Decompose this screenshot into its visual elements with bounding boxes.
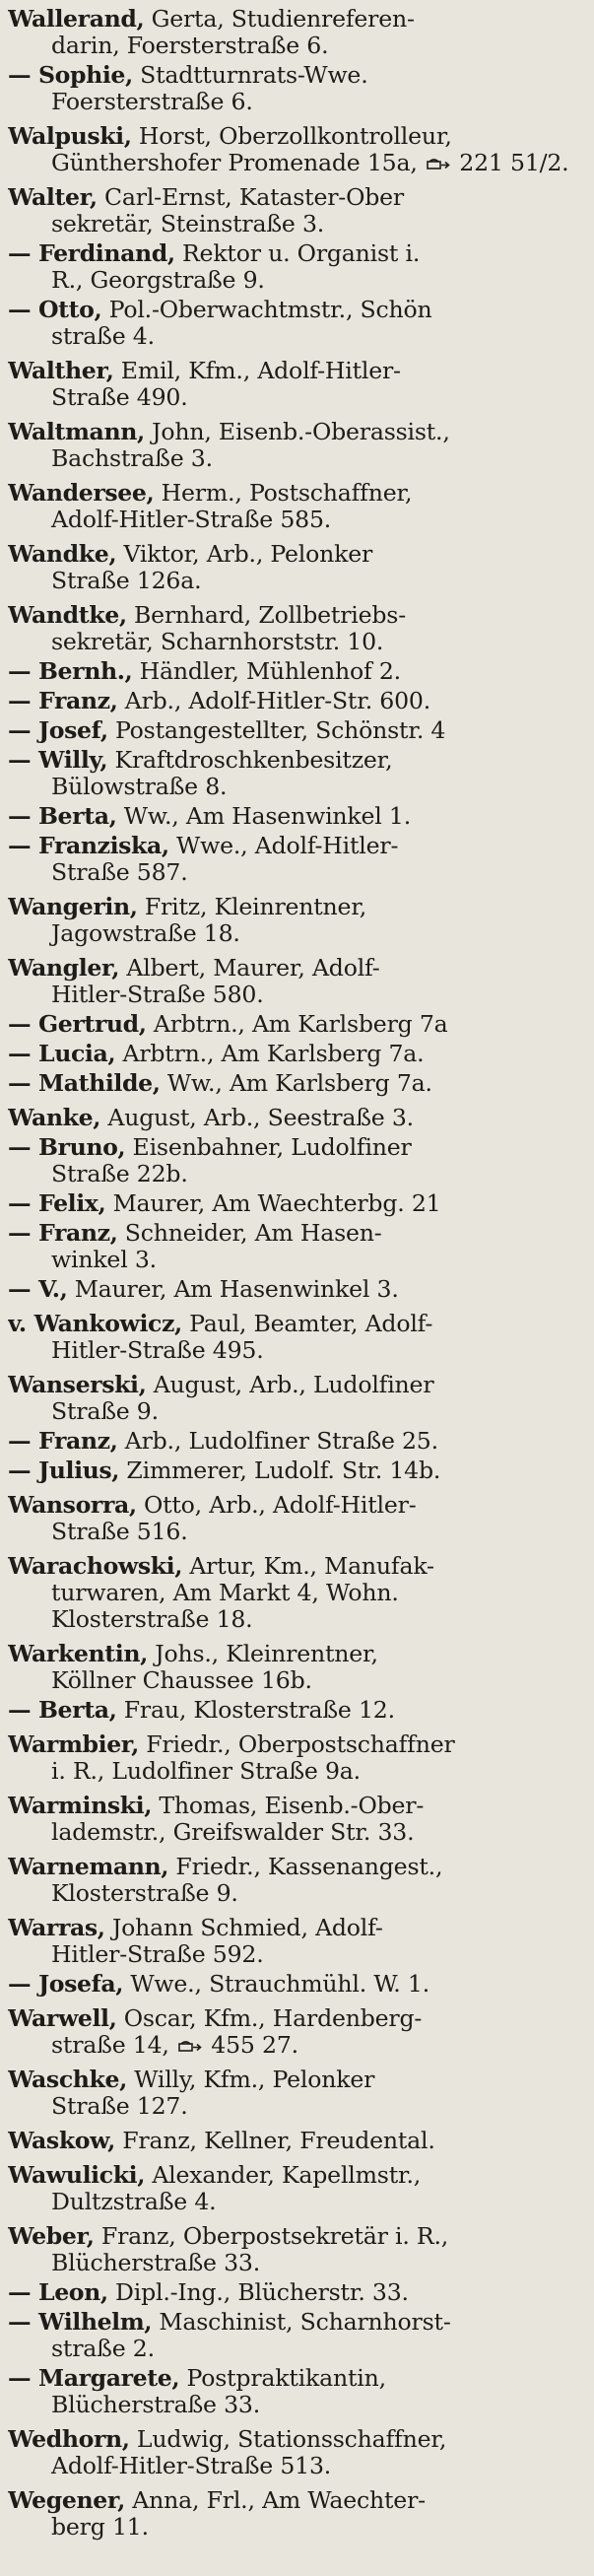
entry-name: — Franz, <box>8 1428 118 1455</box>
entry-line <box>8 89 580 115</box>
entry-text: Ludwig, Stationsschaffner, <box>129 2426 447 2453</box>
entry-name: Wangler, <box>8 955 120 982</box>
entry-text: Ww., Am Karlsberg 7a. <box>160 1070 432 1097</box>
entry-line <box>8 2279 580 2306</box>
entry-name: Warkentin, <box>8 1641 148 1667</box>
entry-text: Hitler-Straße 580. <box>51 982 264 1008</box>
entry-text: Maurer, Am Waechterbg. 21 <box>105 1190 441 1217</box>
entry-line <box>8 629 580 655</box>
directory-entry <box>8 184 580 237</box>
entry-text: Postpraktikantin, <box>179 2365 386 2392</box>
entry-line <box>8 1854 580 1880</box>
entry-name: — Franz, <box>8 1220 118 1247</box>
entry-text: Alexander, Kapellmstr., <box>145 2162 422 2189</box>
phone-number: 221 51/2. <box>451 150 569 176</box>
entry-line <box>8 150 580 176</box>
directory-entry <box>8 1854 580 1907</box>
entry-text: Blücherstraße 33. <box>51 2392 261 2418</box>
entry-line <box>8 982 580 1008</box>
entry-text: Oscar, Kfm., Hardenberg- <box>116 2005 423 2032</box>
entry-line <box>8 240 580 267</box>
directory-sub-entry <box>8 62 580 115</box>
directory-entry <box>8 1105 580 1131</box>
entry-text: Adolf-Hitler-Straße 585. <box>51 507 332 533</box>
entry-line <box>8 1220 580 1247</box>
entry-line <box>8 2426 580 2453</box>
directory-entry <box>8 358 580 411</box>
entry-name: — Berta, <box>8 1697 117 1724</box>
entry-text: John, Eisenb.-Oberassist., <box>144 419 450 445</box>
entry-name: Warminski, <box>8 1793 153 1819</box>
entry-line <box>8 1697 580 1724</box>
entry-text: Anna, Frl., Am Waechter- <box>124 2487 426 2514</box>
entry-line <box>8 1337 580 1364</box>
entry-text: Thomas, Eisenb.-Ober- <box>152 1793 425 1819</box>
entry-text: Straße 516. <box>51 1519 188 1545</box>
entry-line <box>8 2336 580 2362</box>
entry-line <box>8 803 580 830</box>
entry-text: Blücherstraße 33. <box>51 2250 261 2276</box>
entry-text: Straße 127. <box>51 2093 188 2120</box>
directory-entry <box>8 1492 580 1545</box>
entry-text: Rektor u. Organist i. <box>174 240 421 267</box>
entry-line <box>8 602 580 629</box>
directory-sub-entry <box>8 1190 580 1217</box>
entry-line <box>8 1190 580 1217</box>
entry-text: Carl-Ernst, Kataster-Ober <box>97 184 404 211</box>
entry-line <box>8 2392 580 2418</box>
entry-line <box>8 1070 580 1097</box>
entry-text: Straße 587. <box>51 859 188 886</box>
entry-line <box>8 1276 580 1303</box>
directory-entry <box>8 894 580 947</box>
directory-sub-entry <box>8 1134 580 1187</box>
entry-line <box>8 747 580 774</box>
directory-entry <box>8 1793 580 1846</box>
entry-name: Wawulicki, <box>8 2162 146 2189</box>
entry-name: — Felix, <box>8 1190 106 1217</box>
entry-name: Waltmann, <box>8 419 145 445</box>
entry-line <box>8 2223 580 2250</box>
entry-line <box>8 1941 580 1968</box>
entry-name: — Mathilde, <box>8 1070 161 1097</box>
entry-text: Franz, Oberpostsekretär i. R., <box>94 2223 449 2250</box>
entry-text: Arb., Adolf-Hitler-Str. 600. <box>117 688 431 714</box>
entry-text: Straße 490. <box>51 384 188 411</box>
entry-line <box>8 323 580 350</box>
entry-text: Köllner Chaussee 16b. <box>51 1667 312 1694</box>
entry-name: Wangerin, <box>8 894 138 920</box>
entry-line <box>8 2453 580 2479</box>
entry-name: — Berta, <box>8 803 117 830</box>
entry-name: — Leon, <box>8 2279 108 2306</box>
entry-text: straße 4. <box>51 323 155 350</box>
entry-text: Wwe., Adolf-Hitler- <box>168 833 399 859</box>
entry-name: Weber, <box>8 2223 95 2250</box>
directory-sub-entry <box>8 717 580 744</box>
entry-name: Warras, <box>8 1915 105 1941</box>
entry-line <box>8 6 580 33</box>
entry-name: Warnemann, <box>8 1854 169 1880</box>
telephone-icon <box>178 2040 202 2054</box>
directory-entry <box>8 602 580 655</box>
entry-text: Willy, Kfm., Pelonker <box>126 2067 375 2093</box>
entry-text: Maschinist, Scharnhorst- <box>152 2309 451 2336</box>
directory-sub-entry <box>8 1070 580 1097</box>
entry-text: berg 11. <box>51 2514 149 2541</box>
directory-entry <box>8 2426 580 2479</box>
directory-entry <box>8 480 580 533</box>
entry-text: Bülowstraße 8. <box>51 774 228 800</box>
entry-text: Händler, Mühlenhof 2. <box>132 658 401 685</box>
entry-name: — Julius, <box>8 1457 120 1484</box>
directory-entry <box>8 419 580 472</box>
directory-entry <box>8 1311 580 1364</box>
entry-line <box>8 507 580 533</box>
entry-line <box>8 1606 580 1633</box>
entry-line <box>8 2093 580 2120</box>
directory-sub-entry <box>8 1041 580 1067</box>
entry-text: Arbtrn., Am Karlsberg 7a <box>146 1011 448 1038</box>
entry-text: Adolf-Hitler-Straße 513. <box>51 2453 332 2479</box>
entry-line <box>8 2365 580 2392</box>
directory-sub-entry <box>8 688 580 714</box>
directory-entry <box>8 6 580 59</box>
entry-line <box>8 1553 580 1580</box>
entry-text: Foersterstraße 6. <box>51 89 253 115</box>
entry-text: Viktor, Arb., Pelonker <box>116 541 373 568</box>
entry-line <box>8 1519 580 1545</box>
directory-sub-entry <box>8 1011 580 1038</box>
entry-name: — Wilhelm, <box>8 2309 153 2336</box>
entry-line <box>8 33 580 59</box>
entry-name: — Lucia, <box>8 1041 116 1067</box>
entry-text: Kraftdroschkenbesitzer, <box>107 747 393 774</box>
entry-text: Klosterstraße 18. <box>51 1606 253 1633</box>
directory-sub-entry <box>8 1971 580 1998</box>
entry-line <box>8 1880 580 1907</box>
directory-entry <box>8 1553 580 1633</box>
entry-line <box>8 920 580 947</box>
entry-text: Bachstraße 3. <box>51 445 213 472</box>
entry-name: — Margarete, <box>8 2365 180 2392</box>
directory-sub-entry <box>8 1457 580 1484</box>
entry-text: sekretär, Scharnhorststr. 10. <box>51 629 384 655</box>
entry-line <box>8 1011 580 1038</box>
phone-number: 455 27. <box>204 2032 298 2059</box>
entry-name: — Sophie, <box>8 62 133 89</box>
entry-text: August, Arb., Ludolfiner <box>146 1372 434 1398</box>
entry-name: v. Wankowicz, <box>8 1311 182 1337</box>
entry-line <box>8 2032 580 2059</box>
entry-text: Artur, Km., Manufak- <box>182 1553 434 1580</box>
entry-line <box>8 480 580 507</box>
entry-line <box>8 568 580 594</box>
entry-line <box>8 859 580 886</box>
entry-text: Wwe., Strauchmühl. W. 1. <box>123 1971 430 1998</box>
directory-sub-entry <box>8 2365 580 2418</box>
entry-name: Wandersee, <box>8 480 155 507</box>
entry-line <box>8 1793 580 1819</box>
entry-line <box>8 1492 580 1519</box>
entry-text: Paul, Beamter, Adolf- <box>181 1311 433 1337</box>
entry-line <box>8 384 580 411</box>
entry-text: Frau, Klosterstraße 12. <box>116 1697 395 1724</box>
entry-text: Postangestellter, Schönstr. 4 <box>107 717 446 744</box>
entry-line <box>8 2250 580 2276</box>
directory-entry <box>8 2162 580 2215</box>
entry-line <box>8 1428 580 1455</box>
directory-sub-entry <box>8 1220 580 1273</box>
entry-name: — Bruno, <box>8 1134 126 1161</box>
entry-text: Straße 9. <box>51 1398 159 1425</box>
entry-text: Straße 22b. <box>51 1161 188 1187</box>
entry-line <box>8 2005 580 2032</box>
directory-entry <box>8 1641 580 1694</box>
entry-line <box>8 1311 580 1337</box>
entry-text: Arb., Ludolfiner Straße 25. <box>117 1428 438 1455</box>
directory-entry <box>8 2128 580 2154</box>
entry-line <box>8 1247 580 1273</box>
entry-line <box>8 1041 580 1067</box>
directory-sub-entry <box>8 803 580 830</box>
directory-entry <box>8 2067 580 2120</box>
entry-line <box>8 297 580 323</box>
entry-text: Eisenbahner, Ludolfiner <box>125 1134 412 1161</box>
entry-name: Walther, <box>8 358 114 384</box>
entry-text: turwaren, Am Markt 4, Wohn. <box>51 1580 399 1606</box>
entry-text: Horst, Oberzollkontrolleur, <box>131 123 452 150</box>
directory-sub-entry <box>8 240 580 294</box>
directory-entry <box>8 1731 580 1785</box>
directory-entry <box>8 2005 580 2059</box>
entry-line <box>8 774 580 800</box>
entry-name: Wegener, <box>8 2487 125 2514</box>
entry-text: Albert, Maurer, Adolf- <box>119 955 380 982</box>
entry-line <box>8 2514 580 2541</box>
entry-name: Wansorra, <box>8 1492 137 1519</box>
entry-line <box>8 1641 580 1667</box>
entry-text: Johann Schmied, Adolf- <box>104 1915 383 1941</box>
entry-name: Waskow, <box>8 2128 115 2154</box>
entry-line <box>8 717 580 744</box>
entry-name: — Bernh., <box>8 658 133 685</box>
entry-text: Franz, Kellner, Freudental. <box>114 2128 435 2154</box>
entry-text: Maurer, Am Hasenwinkel 3. <box>67 1276 399 1303</box>
directory-sub-entry <box>8 297 580 350</box>
entry-line <box>8 894 580 920</box>
entry-text: Zimmerer, Ludolf. Str. 14b. <box>119 1457 441 1484</box>
entry-line <box>8 688 580 714</box>
entry-name: Walpuski, <box>8 123 132 150</box>
entry-name: Warachowski, <box>8 1553 183 1580</box>
entry-line <box>8 1758 580 1785</box>
entry-text: Günthershofer Promenade 15a, <box>51 150 418 176</box>
directory-entry <box>8 955 580 1008</box>
entry-line <box>8 62 580 89</box>
entry-text: darin, Foersterstraße 6. <box>51 33 329 59</box>
entry-line <box>8 267 580 294</box>
directory-entry <box>8 1372 580 1425</box>
entry-text: Bernhard, Zollbetriebs- <box>126 602 406 629</box>
entry-line <box>8 833 580 859</box>
entry-line <box>8 541 580 568</box>
entry-line <box>8 184 580 211</box>
entry-line <box>8 658 580 685</box>
entry-name: Wedhorn, <box>8 2426 130 2453</box>
entry-line <box>8 419 580 445</box>
entry-name: Warmbier, <box>8 1731 139 1758</box>
entry-text: Friedr., Oberpostschaffner <box>138 1731 455 1758</box>
directory-sub-entry <box>8 833 580 886</box>
entry-line <box>8 2067 580 2093</box>
entry-line <box>8 123 580 150</box>
telephone-icon <box>427 158 450 171</box>
entry-line <box>8 1580 580 1606</box>
entry-line <box>8 955 580 982</box>
entry-text: Ww., Am Hasenwinkel 1. <box>116 803 412 830</box>
entry-line <box>8 1372 580 1398</box>
entry-text: Schneider, Am Hasen- <box>117 1220 382 1247</box>
entry-line <box>8 1731 580 1758</box>
entry-text: Jagowstraße 18. <box>51 920 240 947</box>
entry-text: Stadtturnrats-Wwe. <box>132 62 368 89</box>
entry-name: — Gertrud, <box>8 1011 147 1038</box>
entry-name: Walter, <box>8 184 98 211</box>
entry-line <box>8 1971 580 1998</box>
entry-text: Johs., Kleinrentner, <box>147 1641 378 1667</box>
entry-text: Friedr., Kassenangest., <box>168 1854 443 1880</box>
directory-sub-entry <box>8 1428 580 1455</box>
entry-line <box>8 2189 580 2215</box>
entry-line <box>8 1819 580 1846</box>
entry-text: Klosterstraße 9. <box>51 1880 238 1907</box>
directory-sub-entry <box>8 2309 580 2362</box>
entry-name: — Ferdinand, <box>8 240 175 267</box>
entry-line <box>8 2309 580 2336</box>
entry-name: Wallerand, <box>8 6 145 33</box>
entry-name: — V., <box>8 1276 68 1303</box>
entry-name: — Otto, <box>8 297 102 323</box>
entry-name: — Josefa, <box>8 1971 124 1998</box>
directory-entry <box>8 1915 580 1968</box>
entry-text: Arbtrn., Am Karlsberg 7a. <box>115 1041 425 1067</box>
entry-name: Wanserski, <box>8 1372 147 1398</box>
entry-name: Waschke, <box>8 2067 127 2093</box>
entry-line <box>8 1134 580 1161</box>
entry-line <box>8 1398 580 1425</box>
entry-name: Wandtke, <box>8 602 127 629</box>
entry-text: August, Arb., Seestraße 3. <box>100 1105 414 1131</box>
entry-line <box>8 1161 580 1187</box>
directory-entry <box>8 2487 580 2541</box>
entry-text: Fritz, Kleinrentner, <box>137 894 367 920</box>
entry-name: Wanke, <box>8 1105 101 1131</box>
entry-text: Dultzstraße 4. <box>51 2189 217 2215</box>
entry-text: lademstr., Greifswalder Str. 33. <box>51 1819 415 1846</box>
directory-sub-entry <box>8 2279 580 2306</box>
entry-text: winkel 3. <box>51 1247 157 1273</box>
directory-entry <box>8 2223 580 2276</box>
entry-name: — Willy, <box>8 747 108 774</box>
directory-sub-entry <box>8 747 580 800</box>
directory-entry <box>8 123 580 176</box>
entry-line <box>8 1915 580 1941</box>
entry-line <box>8 1457 580 1484</box>
entry-line <box>8 211 580 237</box>
directory-sub-entry <box>8 1697 580 1724</box>
entry-text: R., Georgstraße 9. <box>51 267 265 294</box>
entry-line <box>8 2162 580 2189</box>
entry-text: straße 14, <box>51 2032 169 2059</box>
directory-sub-entry <box>8 1276 580 1303</box>
entry-name: — Franz, <box>8 688 118 714</box>
entry-line <box>8 2128 580 2154</box>
entry-name: Wandke, <box>8 541 117 568</box>
entry-line <box>8 2487 580 2514</box>
entry-name: — Franziska, <box>8 833 169 859</box>
entry-text: Emil, Kfm., Adolf-Hitler- <box>113 358 401 384</box>
entry-text: Pol.-Oberwachtmstr., Schön <box>101 297 432 323</box>
entry-line <box>8 445 580 472</box>
entry-text: Dipl.-Ing., Blücherstr. 33. <box>107 2279 409 2306</box>
entry-text: Hitler-Straße 495. <box>51 1337 264 1364</box>
directory-entry <box>8 541 580 594</box>
entry-line <box>8 358 580 384</box>
entry-text: Straße 126a. <box>51 568 202 594</box>
entry-text: i. R., Ludolfiner Straße 9a. <box>51 1758 361 1785</box>
entry-name: Warwell, <box>8 2005 117 2032</box>
entry-text: Hitler-Straße 592. <box>51 1941 264 1968</box>
entry-text: Herm., Postschaffner, <box>154 480 413 507</box>
entry-line <box>8 1667 580 1694</box>
entry-name: — Josef, <box>8 717 108 744</box>
directory-sub-entry <box>8 658 580 685</box>
entry-text: sekretär, Steinstraße 3. <box>51 211 325 237</box>
entry-text: Gerta, Studienreferen- <box>144 6 415 33</box>
entry-text: Otto, Arb., Adolf-Hitler- <box>136 1492 417 1519</box>
entry-text: straße 2. <box>51 2336 155 2362</box>
entry-line <box>8 1105 580 1131</box>
